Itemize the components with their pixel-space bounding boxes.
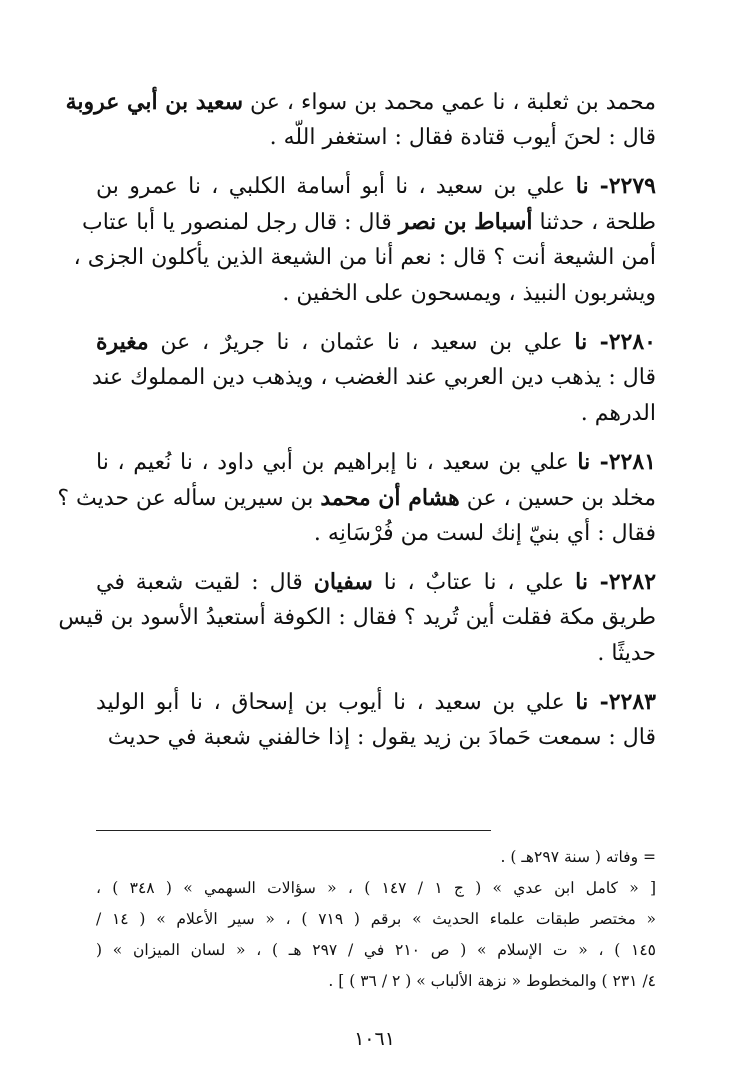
text-line — [91, 360, 656, 396]
text-line — [96, 168, 656, 204]
bold-text: ٢٢٨١- نا — [577, 449, 656, 475]
footnotes — [96, 842, 656, 997]
text-segment: علي بن سعيد ، نا أبو أسامة الكلبي ، نا عمرو بن — [96, 174, 576, 199]
bold-text: ٢٢٧٩- نا — [575, 173, 656, 199]
footnote-line: [ « كامل ابن عدي » ( ج ١ / ١٤٧ ) ، « سؤالات السهمي » ( ٣٤٨ ) ، — [96, 879, 657, 897]
footnote-line: = وفاته ( سنة ٢٩٧هـ ) . — [500, 848, 656, 866]
text-segment: علي ، نا عتابٌ ، نا — [372, 570, 576, 595]
text-line — [96, 564, 656, 600]
paragraph — [65, 84, 656, 156]
text-segment: مخلد بن حسين ، عن — [459, 486, 656, 511]
bold-text: سفيان — [313, 569, 373, 595]
text-segment: علي بن سعيد ، نا أيوب بن إسحاق ، نا أبو الوليد — [96, 690, 576, 715]
text-segment: قال : لحنَ أيوب قتادة فقال : استغفر اللّه . — [269, 125, 656, 150]
text-line — [96, 720, 656, 756]
bold-text: ٢٢٨٠- نا — [574, 329, 656, 355]
paragraph — [91, 324, 656, 432]
text-segment: علي بن سعيد ، نا إبراهيم بن أبي داود ، نا نُعيم ، نا — [96, 450, 578, 475]
text-line — [96, 636, 656, 672]
bold-text: ٢٢٨٢- نا — [575, 569, 657, 595]
text-line — [96, 684, 656, 720]
bold-text: ٢٢٨٣- نا — [575, 689, 656, 715]
text-segment: علي بن سعيد ، نا عثمان ، نا جريرٌ ، عن — [148, 330, 575, 355]
bold-text: سعيد بن أبي عروبة — [65, 89, 244, 115]
text-line — [96, 444, 656, 480]
text-segment: قال : قال رجل لمنصور يا أبا عتاب — [82, 210, 399, 235]
page-number: ١٠٦١ — [354, 1028, 395, 1050]
paragraph — [73, 168, 656, 312]
text-line — [96, 516, 656, 552]
footnote-line: ١٤٥ ) ، « ت الإسلام » ( ص ٢١٠ في / ٢٩٧ هـ ) ، « لسان الميزان » ( — [96, 941, 656, 959]
text-segment: قال : سمعت حَمادَ بن زيد يقول : إذا خالفني شعبة في حديث — [107, 725, 656, 750]
text-segment: قال : يذهب دين العربي عند الغضب ، ويذهب دين المملوك عند — [91, 365, 656, 390]
text-segment: طلحة ، حدثنا — [532, 210, 656, 235]
text-segment: محمد بن ثعلبة ، نا عمي محمد بن سواء ، عن — [243, 90, 656, 115]
text-line — [58, 600, 656, 636]
footnote-line: « مختصر طبقات علماء الحديث » برقم ( ٧١٩ ) ، « سير الأعلام » ( ١٤ / — [96, 910, 656, 928]
bold-text: مغيرة — [96, 329, 149, 355]
text-segment: قال : لقيت شعبة في — [96, 570, 314, 595]
text-segment: ويشربون النبيذ ، ويمسحون على الخفين . — [282, 281, 656, 306]
text-line — [96, 324, 656, 360]
text-line — [65, 84, 656, 120]
text-segment: طريق مكة فقلت أين تُريد ؟ فقال : الكوفة أستعيدُ الأسود بن قيس — [58, 605, 656, 630]
paragraph — [96, 684, 656, 756]
bold-text: هشام أن محمد — [320, 485, 460, 511]
text-line — [82, 204, 656, 240]
footnote-line: ٤/ ٢٣١ ) والمخطوط « نزهة الألباب » ( ٢ / ٣٦ ) ] . — [328, 972, 656, 990]
text-line — [73, 240, 656, 276]
paragraph — [57, 444, 656, 552]
bold-text: أسباط بن نصر — [398, 209, 533, 235]
text-segment: بن سيرين سأله عن حديث ؟ — [57, 486, 321, 511]
text-segment: فقال : أي بنيّ إنك لست من فُرْسَانِه . — [313, 521, 656, 546]
text-segment: حديثًا . — [597, 641, 656, 666]
text-segment: الدرهم . — [580, 401, 656, 426]
main-text — [57, 84, 657, 756]
text-line — [57, 480, 656, 516]
footnote-divider — [96, 830, 491, 831]
paragraph — [58, 564, 657, 672]
text-line — [96, 396, 656, 432]
text-segment: أمن الشيعة أنت ؟ قال : نعم أنا من الشيعة الذين يأكلون الجزى ، — [73, 245, 656, 270]
text-line — [96, 120, 656, 156]
text-line — [96, 276, 656, 312]
